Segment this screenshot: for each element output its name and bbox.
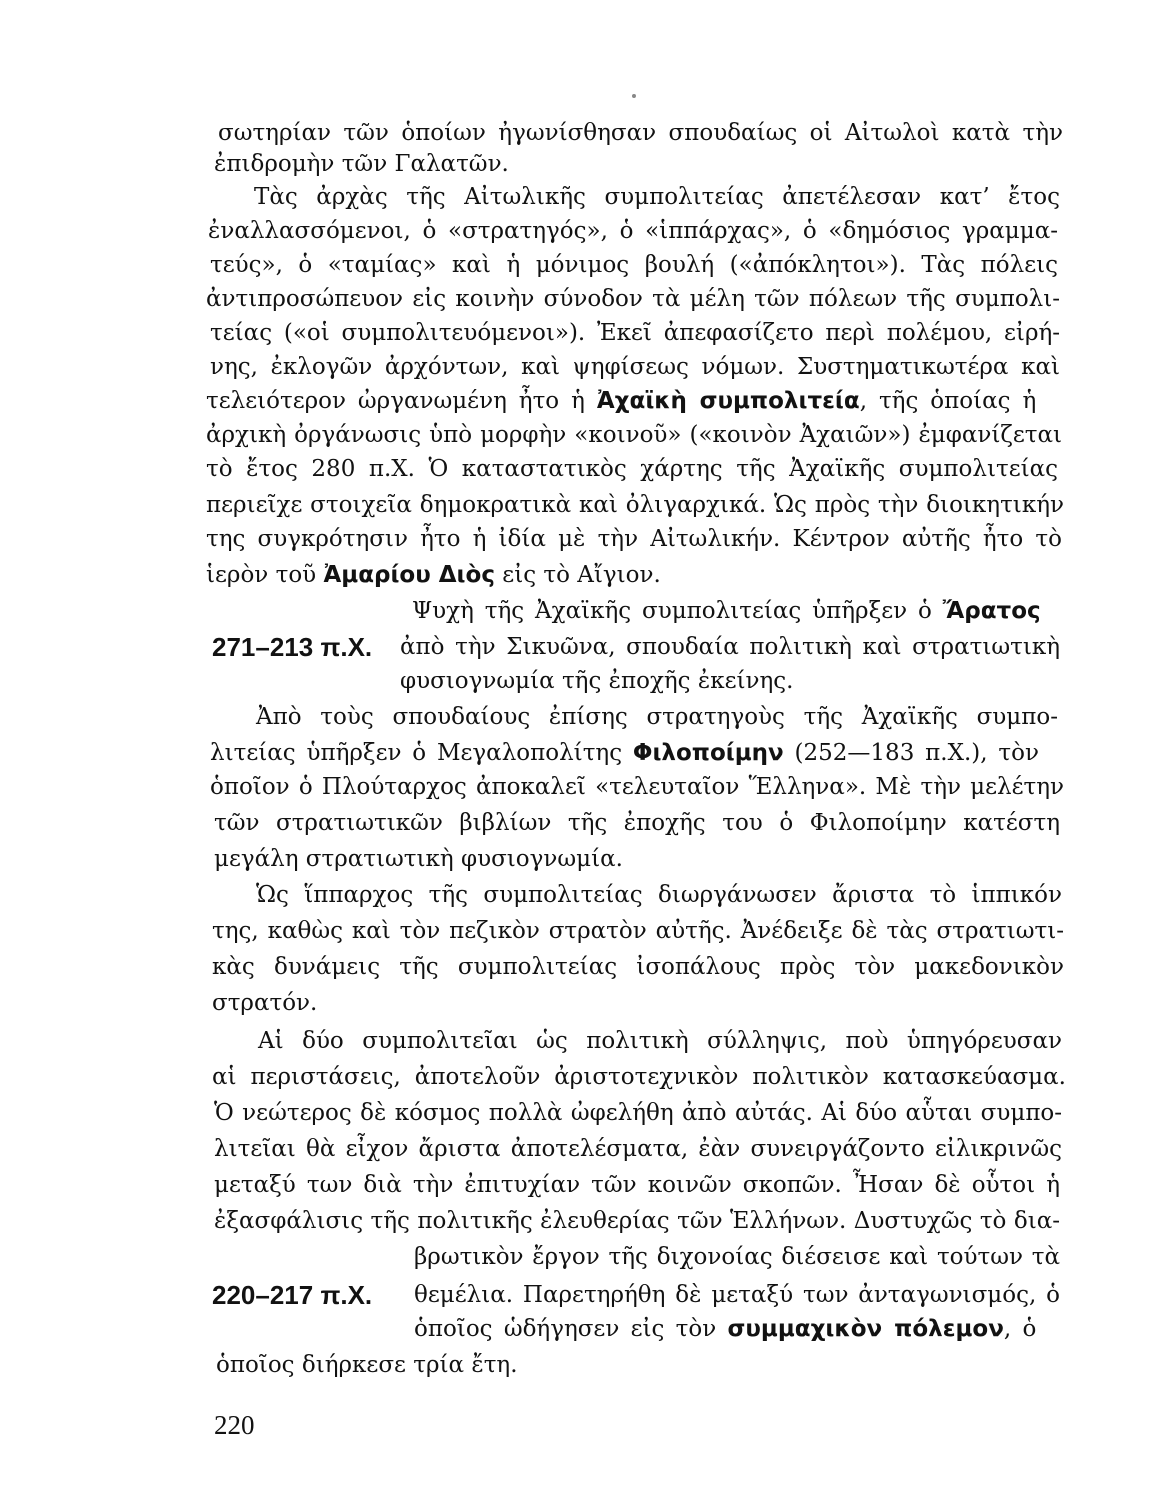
text-line: θεμέλια. Παρετηρήθη δὲ μεταξύ των ἀνταγωνισμός, ὁ (414, 1282, 1060, 1308)
bold-term: Ἄρατος (942, 598, 1041, 624)
text-line: Ὁ νεώτερος δὲ κόσμος πολλὰ ὠφελήθη ἀπὸ αὐτάς. Αἱ δύο αὗται συμπο- (214, 1100, 1063, 1126)
text-line (206, 386, 1036, 416)
text-line: της συγκρότησιν ἦτο ἡ ἰδία μὲ τὴν Αἰτωλικήν. Κέντρον αὐτῆς ἦτο τὸ (206, 526, 1062, 552)
text-line: Αἱ δύο συμπολιτεῖαι ὡς πολιτικὴ σύλληψις, ποὺ ὑπηγόρευσαν (258, 1028, 1063, 1054)
text-line: τῶν στρατιωτικῶν βιβλίων τῆς ἐποχῆς του ὁ Φιλοποίμην κατέστη (214, 810, 1060, 836)
text-line: φυσιογνωμία τῆς ἐποχῆς ἐκείνης. (400, 668, 794, 694)
text-line: νης, ἐκλογῶν ἀρχόντων, καὶ ψηφίσεως νόμων. Συστηματικωτέρα καὶ (210, 354, 1061, 380)
margin-date-aratos: 271–213 π.Χ. (212, 632, 373, 662)
text-line: τεύς», ὁ «ταμίας» καὶ ἡ μόνιμος βουλή («ἀπόκλητοι»). Τὰς πόλεις (210, 252, 1059, 278)
text-line: ἐξασφάλισις τῆς πολιτικῆς ἐλευθερίας τῶν Ἑλλήνων. Δυστυχῶς τὸ δια- (214, 1208, 1061, 1234)
text-run: λιτείας ὑπῆρξεν ὁ Μεγαλοπολίτης (210, 740, 633, 766)
text-line (412, 596, 1041, 626)
text-line: σωτηρίαν τῶν ὁποίων ἠγωνίσθησαν σπουδαίως οἱ Αἰτωλοὶ κατὰ τὴν (218, 120, 1063, 146)
text-line: τὸ ἔτος 280 π.Χ. Ὁ καταστατικὸς χάρτης τῆς Ἀχαϊκῆς συμπολιτείας (206, 456, 1059, 482)
text-line: Ἀπὸ τοὺς σπουδαίους ἐπίσης στρατηγοὺς τῆς Ἀχαϊκῆς συμπο- (256, 704, 1058, 730)
text-run: (252—183 π.Χ.), τὸν (783, 740, 1039, 766)
text-run: Ψυχὴ τῆς Ἀχαϊκῆς συμπολιτείας ὑπῆρξεν ὁ (412, 598, 943, 624)
text-line: βρωτικὸν ἔργον τῆς διχονοίας διέσεισε καὶ τούτων τὰ (414, 1244, 1061, 1270)
text-line (210, 738, 1039, 768)
text-line: μεγάλη στρατιωτικὴ φυσιογνωμία. (214, 846, 623, 872)
text-line (206, 560, 661, 590)
bold-term: Ἀμαρίου Διὸς (323, 562, 495, 588)
text-run: , τῆς ὁποίας ἡ (859, 388, 1037, 414)
text-line: τείας («οἱ συμπολιτευόμενοι»). Ἐκεῖ ἀπεφασίζετο περὶ πολέμου, εἰρή- (210, 320, 1061, 346)
text-line (414, 1314, 1036, 1344)
print-speck (632, 94, 636, 98)
text-line: ἐπιδρομὴν τῶν Γαλατῶν. (214, 151, 509, 177)
text-line: κὰς δυνάμεις τῆς συμπολιτείας ἰσοπάλους πρὸς τὸν μακεδονικὸν (212, 954, 1064, 980)
text-line: στρατόν. (212, 990, 318, 1016)
text-run: , ὁ (1003, 1316, 1037, 1342)
text-line: ἀρχικὴ ὀργάνωσις ὑπὸ μορφὴν «κοινοῦ» («κοινὸν Ἀχαιῶν») ἐμφανίζεται (206, 422, 1063, 448)
text-line: Ὡς ἵππαρχος τῆς συμπολιτείας διωργάνωσεν ἄριστα τὸ ἱππικόν (256, 882, 1063, 908)
margin-date-war: 220–217 π.Χ. (212, 1280, 373, 1310)
text-line: μεταξύ των διὰ τὴν ἐπιτυχίαν τῶν κοινῶν σκοπῶν. Ἦσαν δὲ οὗτοι ἡ (214, 1172, 1061, 1198)
bold-term: Φιλοποίμην (632, 740, 784, 766)
text-line: Τὰς ἀρχὰς τῆς Αἰτωλικῆς συμπολιτείας ἀπετέλεσαν κατ’ ἔτος (254, 184, 1060, 210)
text-line: ὁποῖον ὁ Πλούταρχος ἀποκαλεῖ «τελευταῖον Ἕλληνα». Μὲ τὴν μελέτην (210, 774, 1064, 800)
text-line: ἀπὸ τὴν Σικυῶνα, σπουδαία πολιτικὴ καὶ στρατιωτικὴ (400, 634, 1060, 660)
text-line: ὁποῖος διήρκεσε τρία ἔτη. (216, 1352, 518, 1378)
page-number: 220 (214, 1410, 255, 1440)
text-line: ἀντιπροσώπευον εἰς κοινὴν σύνοδον τὰ μέλη τῶν πόλεων τῆς συμπολι- (206, 286, 1061, 312)
text-run: τελειότερον ὠργανωμένη ἦτο ἡ (206, 388, 597, 414)
text-line: της, καθὼς καὶ τὸν πεζικὸν στρατὸν αὐτῆς. Ἀνέδειξε δὲ τὰς στρατιωτι- (212, 918, 1065, 944)
text-run: ὁποῖος ὡδήγησεν εἰς τὸν (414, 1316, 728, 1342)
text-run: ἱερὸν τοῦ (206, 562, 324, 588)
text-line: λιτεῖαι θὰ εἶχον ἄριστα ἀποτελέσματα, ἐὰν συνειργάζοντο εἰλικρινῶς (214, 1136, 1063, 1162)
text-line: περιεῖχε στοιχεῖα δημοκρατικὰ καὶ ὀλιγαρχικά. Ὡς πρὸς τὴν διοικητικήν (206, 492, 1064, 518)
text-line: αἱ περιστάσεις, ἀποτελοῦν ἀριστοτεχνικὸν πολιτικὸν κατασκεύασμα. (212, 1064, 1066, 1090)
bold-term: συμμαχικὸν πόλεμον (727, 1316, 1004, 1342)
text-run: εἰς τὸ Αἴγιον. (494, 562, 661, 588)
bold-term: Ἀχαϊκὴ συμπολιτεία (596, 388, 860, 414)
text-line: ἐναλλασσόμενοι, ὁ «στρατηγός», ὁ «ἱππάρχας», ὁ «δημόσιος γραμμα- (208, 218, 1059, 244)
